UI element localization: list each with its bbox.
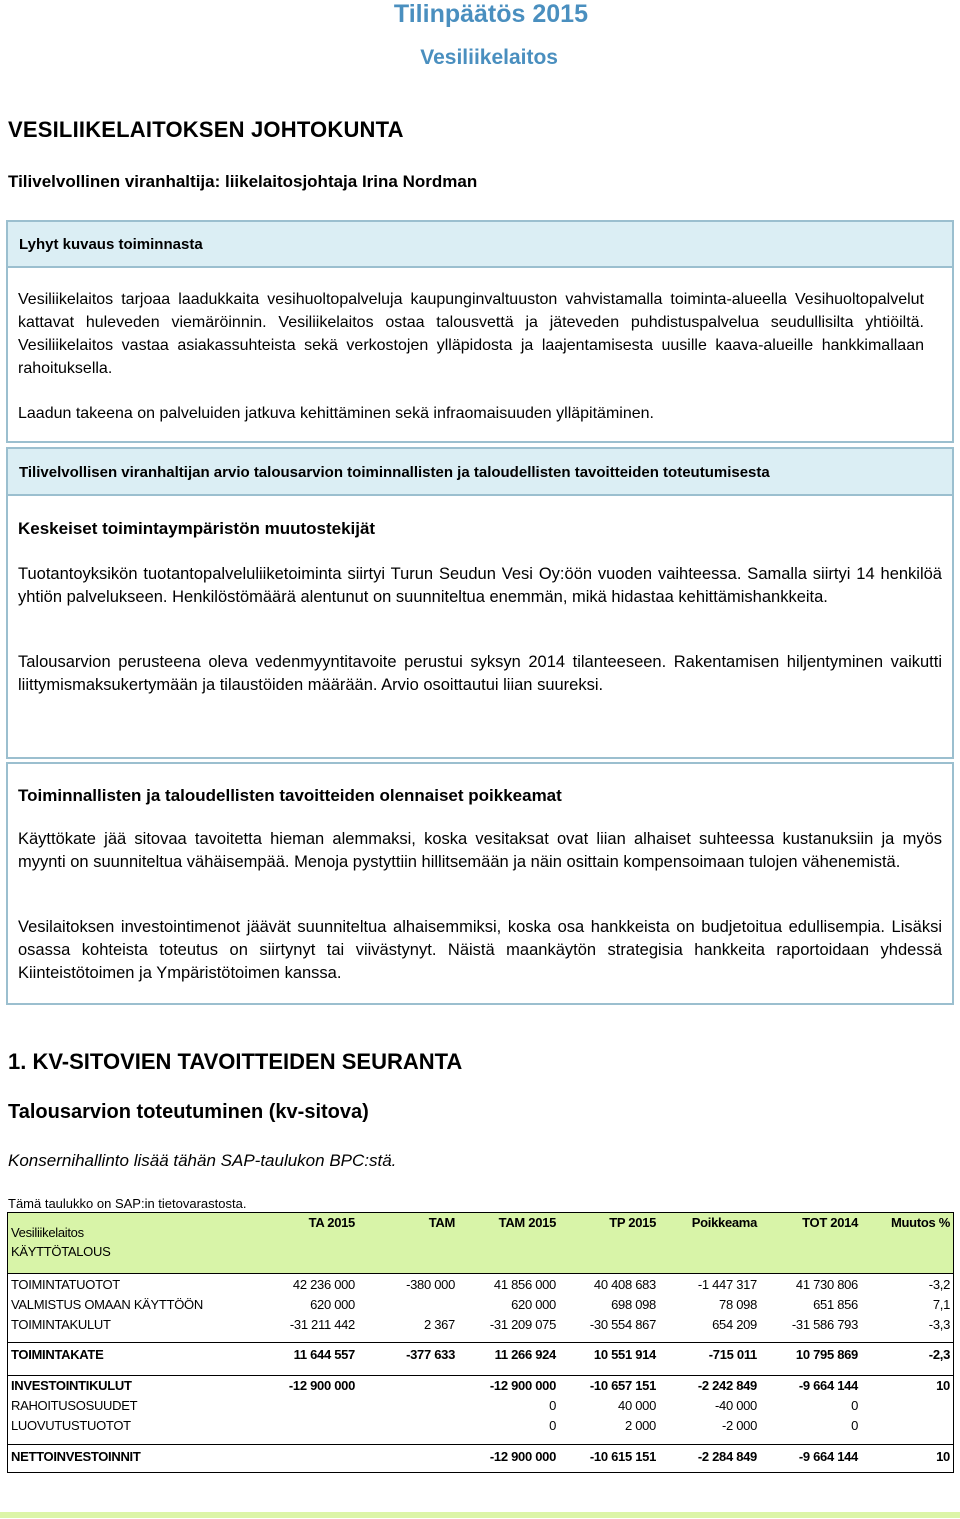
row-label: NETTOINVESTOINNIT [7, 1444, 259, 1468]
table-cell: -12 900 000 [459, 1444, 560, 1468]
deviations-paragraph-1: Käyttökate jää sitovaa tavoitetta hieman alemmaksi, koska vesitaksat ovat liian alhaiset suhteessa kustanuksiin ja myös myynti on suunniteltua vähäisempää. Menoja pystyttiin hillitsemään ja näin osittain kompensoimaan tulojen vähenemistä. [18, 830, 942, 871]
table-label-line2: KÄYTTÖTALOUS [11, 1244, 111, 1259]
table-cell: -9 664 144 [761, 1375, 862, 1396]
table-spacer [7, 1436, 954, 1445]
row-label: RAHOITUSOSUUDET [11, 1398, 138, 1413]
table-cell: -12 900 000 [459, 1375, 560, 1396]
assessment-paragraph-1: Tuotantoyksikön tuotantopalveluliiketoiminta siirtyi Turun Seudun Vesi Oy:öön vuoden vaihteessa. Samalla siirtyi 14 henkilöä yhtiön palvelukseen. Henkilöstömäärä alentunut on suunniteltua enemmän, mikä hidastaa kehittämishankkeita. [18, 565, 942, 606]
column-header: TAM [359, 1212, 459, 1265]
table-label-line1: Vesiliikelaitos [11, 1225, 84, 1240]
table-cell: 0 [851, 1398, 858, 1413]
table-row-total [7, 1343, 954, 1367]
table-cell: 11 644 557 [259, 1343, 359, 1367]
table-source-note: Tämä taulukko on SAP:in tietovarastosta. [8, 1196, 247, 1211]
table-cell: -40 000 [715, 1398, 757, 1413]
column-header: TAM 2015 [459, 1212, 560, 1265]
financial-table-wrapper [7, 1212, 954, 1472]
table-cell: 620 000 [310, 1296, 355, 1312]
table-cell: 42 236 000 [259, 1274, 359, 1295]
footer-bar [0, 1512, 960, 1518]
table-cell: 11 266 924 [459, 1343, 560, 1367]
table-row [7, 1274, 954, 1295]
document-subtitle: Vesiliikelaitos [420, 46, 558, 69]
table-cell: 7,1 [932, 1296, 950, 1312]
table-cell: -10 615 151 [560, 1444, 660, 1468]
column-header: TOT 2014 [761, 1212, 862, 1265]
table-cell: -9 664 144 [761, 1444, 862, 1468]
table-cell: 0 [549, 1418, 556, 1433]
table-cell: -380 000 [359, 1274, 459, 1295]
table-cell [862, 1416, 954, 1436]
table-cell: 10 [862, 1375, 954, 1396]
section-heading-2: Talousarvion toteutuminen (kv-sitova) [8, 1101, 369, 1123]
table-cell: 654 209 [712, 1316, 757, 1332]
table-cell [359, 1375, 459, 1396]
section-heading-1: 1. KV-SITOVIEN TAVOITTEIDEN SEURANTA [8, 1049, 463, 1074]
row-label: TOIMINTAKULUT [11, 1316, 111, 1332]
description-paragraph-2: Laadun takeena on palveluiden jatkuva kehittäminen sekä infraomaisuuden ylläpitäminen. [18, 405, 654, 422]
table-cell [259, 1416, 359, 1436]
row-label: TOIMINTAKATE [7, 1343, 259, 1367]
column-header: Muutos % [862, 1212, 954, 1265]
row-label: INVESTOINTIKULUT [7, 1375, 259, 1396]
table-cell: 698 098 [611, 1296, 656, 1312]
column-header: TA 2015 [259, 1212, 359, 1265]
table-cell: 2 000 [624, 1418, 656, 1433]
deviations-box [6, 762, 954, 1005]
section-note-italic: Konsernihallinto lisää tähän SAP-taulukon BPC:stä. [8, 1151, 397, 1170]
table-cell: -31 586 793 [791, 1316, 858, 1332]
deviations-heading: Toiminnallisten ja taloudellisten tavoitteiden olennaiset poikkeamat [18, 786, 562, 805]
table-cell [359, 1396, 459, 1416]
table-row [7, 1314, 954, 1334]
table-cell: -2 284 849 [660, 1444, 761, 1468]
table-cell [259, 1396, 359, 1416]
table-header-row [7, 1212, 954, 1265]
table-cell: -30 554 867 [589, 1316, 656, 1332]
table-spacer [7, 1367, 954, 1376]
table-cell: 41 856 000 [459, 1274, 560, 1295]
document-title: Tilinpäätös 2015 [393, 0, 588, 28]
table-cell: 2 367 [423, 1316, 455, 1332]
table-header-label [7, 1212, 259, 1265]
table-cell: -2 242 849 [660, 1375, 761, 1396]
table-cell: -31 211 442 [289, 1316, 355, 1332]
table-cell: -377 633 [359, 1343, 459, 1367]
row-label: VALMISTUS OMAAN KÄYTTÖÖN [11, 1296, 203, 1312]
description-box-heading: Lyhyt kuvaus toiminnasta [8, 222, 952, 268]
table-cell: 10 [862, 1444, 954, 1468]
board-heading: VESILIIKELAITOKSEN JOHTOKUNTA [8, 117, 404, 142]
table-cell: 10 795 869 [761, 1343, 862, 1367]
table-cell: 651 856 [813, 1296, 858, 1312]
column-header: TP 2015 [560, 1212, 660, 1265]
table-cell: -3,3 [928, 1316, 950, 1332]
table-spacer [7, 1265, 954, 1274]
table-cell: 0 [851, 1418, 858, 1433]
table-cell [359, 1444, 459, 1468]
financial-table [7, 1212, 954, 1468]
table-cell: -10 657 151 [560, 1375, 660, 1396]
table-cell: 10 551 914 [560, 1343, 660, 1367]
table-cell: 40 408 683 [560, 1274, 660, 1295]
assessment-box [6, 447, 954, 759]
table-cell: -12 900 000 [259, 1375, 359, 1396]
assessment-subheading: Keskeiset toimintaympäristön muutostekijät [18, 519, 376, 538]
table-cell: 620 000 [511, 1296, 556, 1312]
table-cell [359, 1416, 459, 1436]
row-label: LUOVUTUSTUOTOT [11, 1418, 131, 1433]
table-row [7, 1416, 954, 1436]
table-row [7, 1396, 954, 1416]
table-cell: -1 447 317 [660, 1274, 761, 1295]
table-cell: -3,2 [862, 1274, 954, 1295]
assessment-box-heading: Tilivelvollisen viranhaltijan arvio talousarvion toiminnallisten ja taloudellisten tavoitteiden toteutumisesta [8, 449, 952, 496]
assessment-paragraph-2: Talousarvion perusteena oleva vedenmyyntitavoite perustui syksyn 2014 tilanteeseen. Rakentamisen hiljentyminen vaikutti liittymismaksukertymään ja tilaustöiden määrään. Arvio osoittautui liian suureksi. [18, 653, 942, 694]
table-row [7, 1375, 954, 1396]
table-cell: 78 098 [719, 1296, 757, 1312]
table-cell: -31 209 075 [489, 1316, 556, 1332]
table-cell: -2 000 [721, 1418, 757, 1433]
table-cell [359, 1294, 459, 1314]
column-header: Poikkeama [660, 1212, 761, 1265]
table-row [7, 1294, 954, 1314]
table-spacer [7, 1334, 954, 1343]
responsible-officer: Tilivelvollinen viranhaltija: liikelaitosjohtaja Irina Nordman [8, 172, 478, 191]
table-cell: 40 000 [618, 1398, 656, 1413]
table-cell: -2,3 [862, 1343, 954, 1367]
deviations-paragraph-2: Vesilaitoksen investointimenot jäävät suunniteltua alhaisemmiksi, koska osa hankkeista on budjetoitua edullisempia. Lisäksi osassa kohteista toteutus on siirtynyt tai viivästynyt. Näistä maankäytön strategisia hankkeita raportoidaan yhdessä Kiinteistötoimen ja Ympäristötoimen kanssa. [18, 918, 942, 982]
row-label: TOIMINTATUOTOT [7, 1274, 259, 1295]
table-cell: 41 730 806 [761, 1274, 862, 1295]
table-cell: -715 011 [660, 1343, 761, 1367]
table-cell [259, 1444, 359, 1468]
table-cell [862, 1396, 954, 1416]
table-row-total [7, 1444, 954, 1468]
description-paragraph-1: Vesiliikelaitos tarjoaa laadukkaita vesihuoltopalveluja kaupunginvaltuuston vahvistamalla toiminta-alueella Vesihuoltopalvelut kattavat huleveden viemäröinnin. Vesiliikelaitos ostaa talousvettä ja jäteveden puhdistuspalvelua seudullisilta yhtiöiltä. Vesiliikelaitos vastaa asiakassuhteista sekä verkostojen ylläpidosta ja laajentamisesta uusille kaava-alueille hankkimallaan rahoituksella. [18, 291, 924, 377]
table-cell: 0 [549, 1398, 556, 1413]
description-box [6, 220, 954, 443]
